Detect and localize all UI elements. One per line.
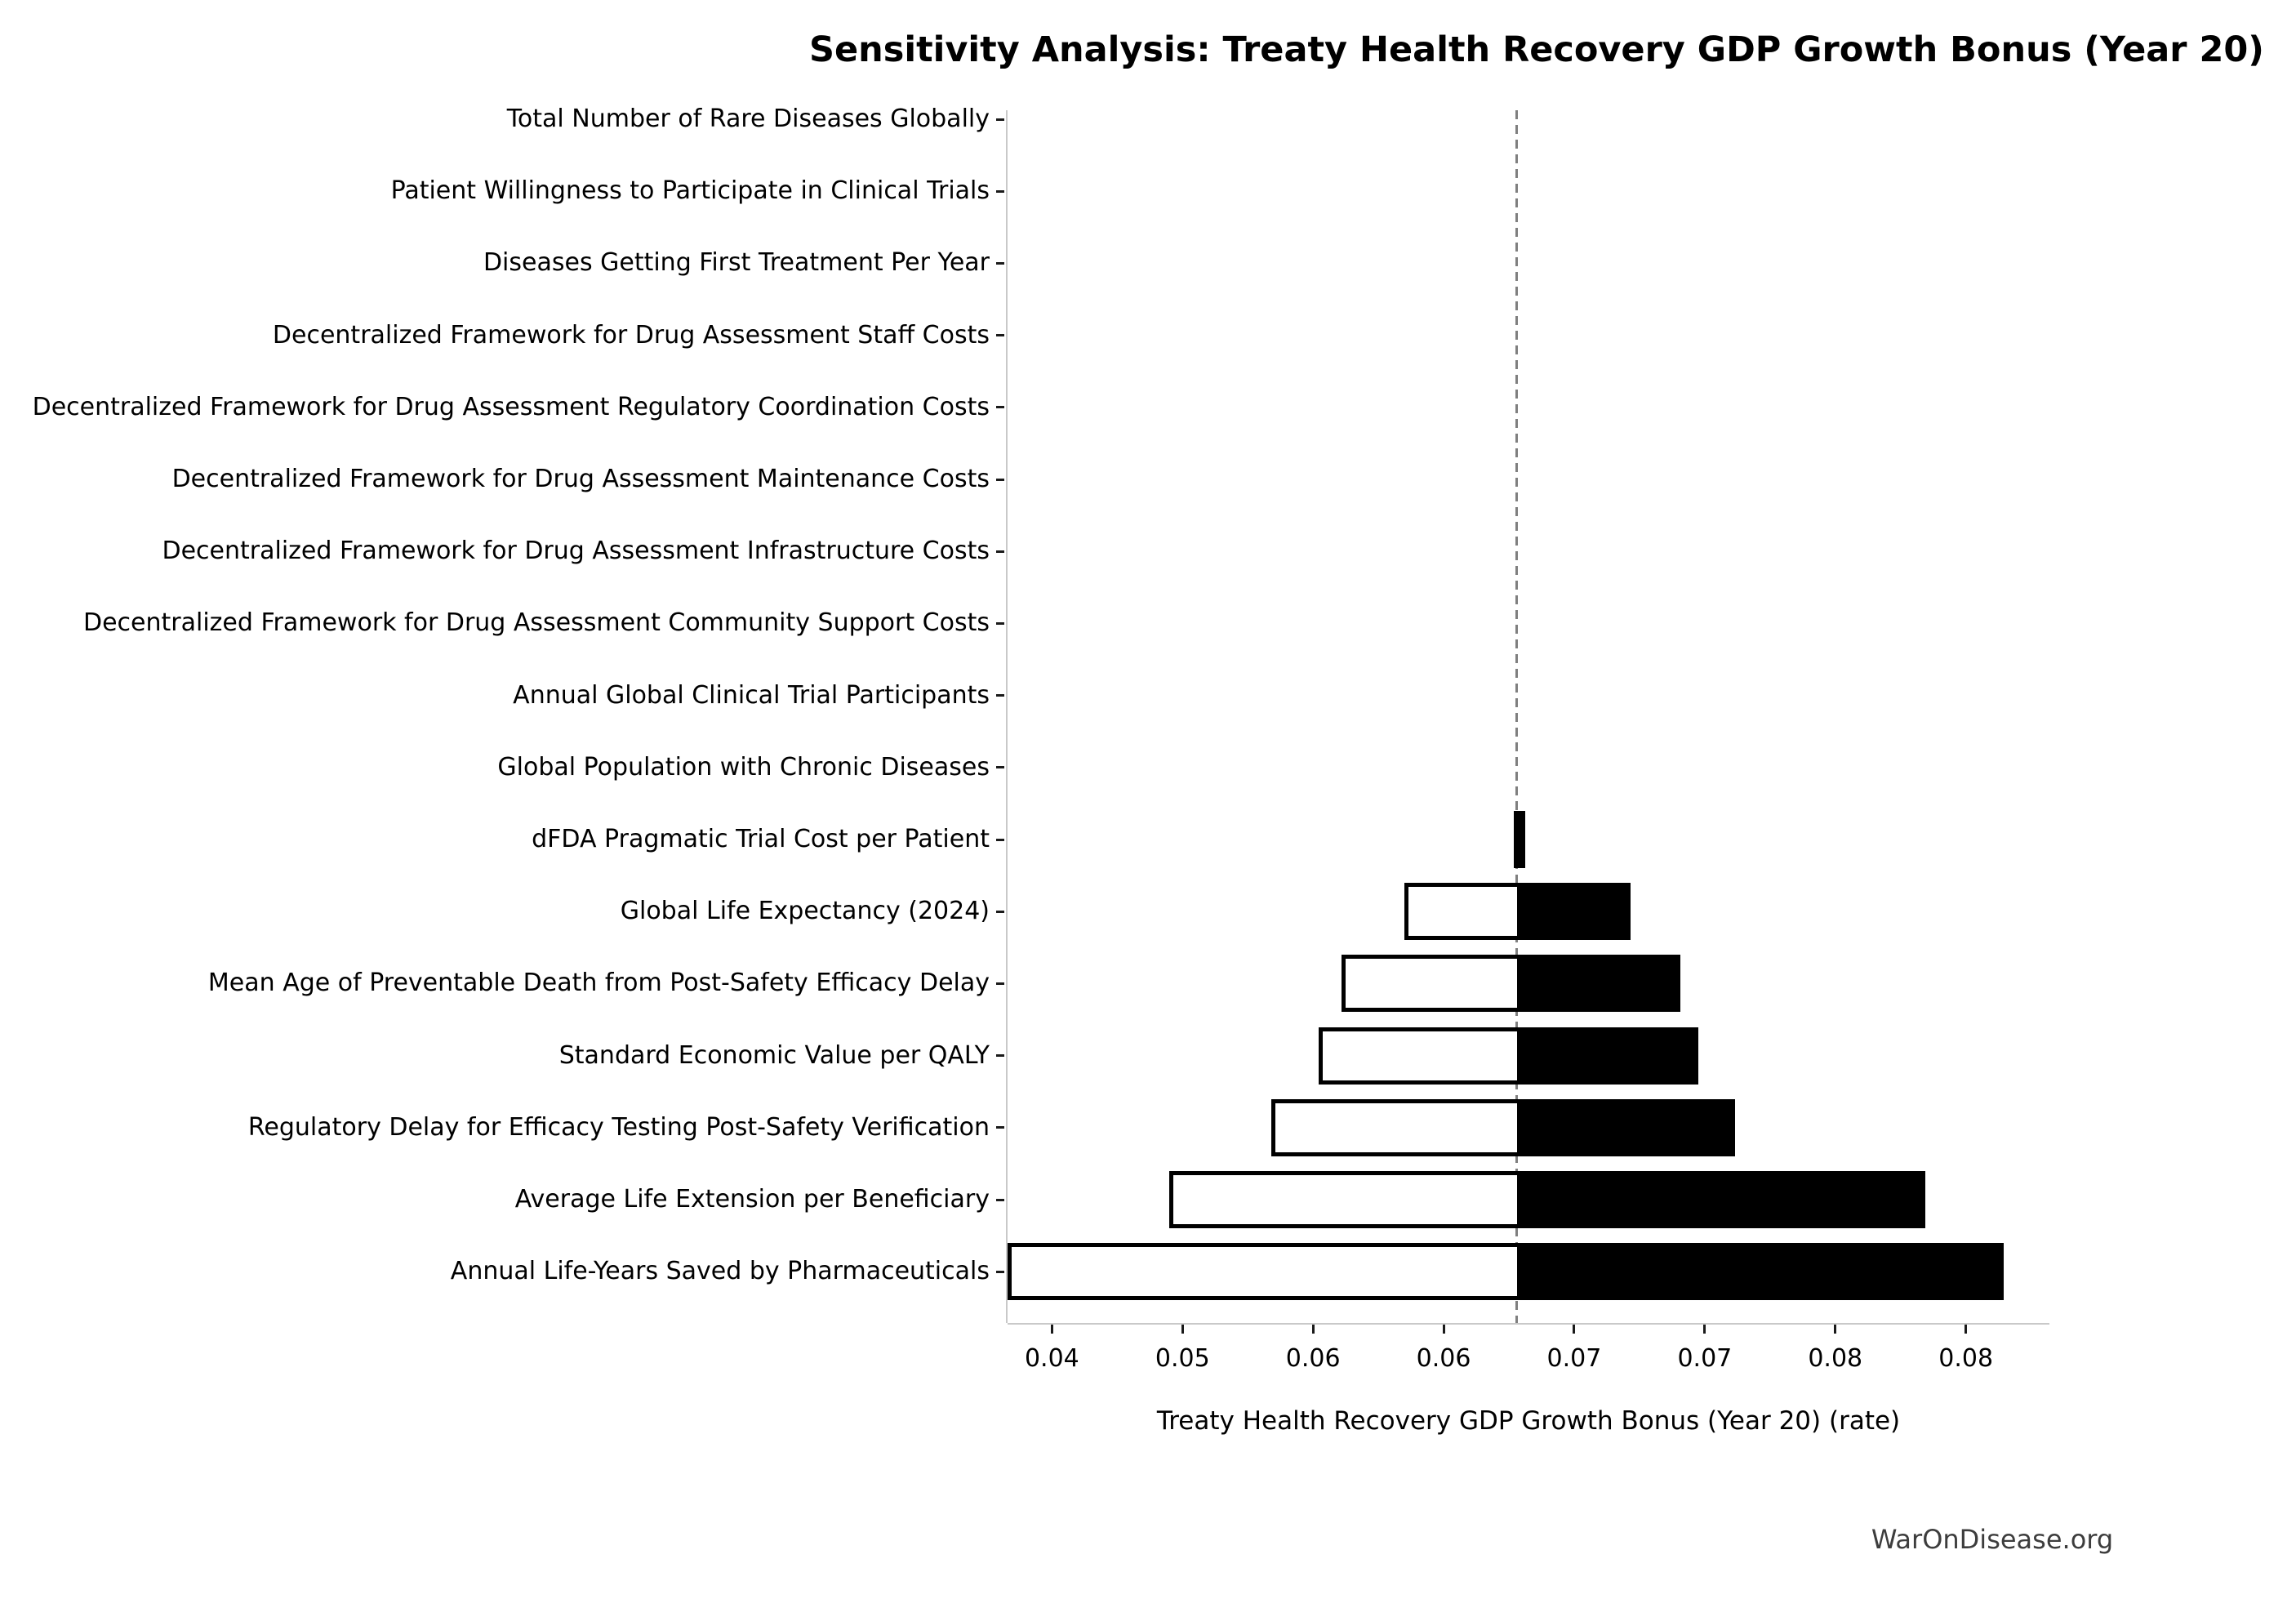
y-tick <box>996 1054 1004 1057</box>
y-axis-label: Diseases Getting First Treatment Per Year <box>483 248 990 278</box>
y-axis-label: Global Population with Chronic Diseases <box>497 752 990 782</box>
y-axis-label: Standard Economic Value per QALY <box>558 1040 990 1070</box>
y-tick <box>996 694 1004 697</box>
tornado-bar-high <box>1517 955 1680 1012</box>
y-axis-label: Decentralized Framework for Drug Assessment Regulatory Coordination Costs <box>32 392 990 421</box>
tornado-bar-high <box>1517 1171 1926 1228</box>
x-tick <box>1965 1325 1967 1334</box>
y-axis-label: Decentralized Framework for Drug Assessment Maintenance Costs <box>171 465 990 493</box>
tornado-bar <box>1319 1027 1695 1085</box>
y-axis-label: dFDA Pragmatic Trial Cost per Patient <box>532 825 990 853</box>
tornado-bar <box>1169 1171 1921 1228</box>
y-axis-label: Decentralized Framework for Drug Assessment Community Support Costs <box>83 608 990 638</box>
x-tick <box>1181 1325 1184 1334</box>
y-tick <box>996 839 1004 841</box>
x-tick-label: 0.06 <box>1416 1344 1471 1373</box>
x-tick <box>1051 1325 1053 1334</box>
tornado-bar-high <box>1517 1099 1735 1156</box>
y-axis-label: Patient Willingness to Participate in Clinical Trials <box>390 176 990 206</box>
y-axis-label: Global Life Expectancy (2024) <box>620 897 990 926</box>
y-tick <box>996 406 1004 408</box>
y-axis-label: Total Number of Rare Diseases Globally <box>506 105 990 133</box>
x-tick-label: 0.04 <box>1024 1344 1079 1373</box>
y-axis-label: Decentralized Framework for Drug Assessment Staff Costs <box>272 320 990 350</box>
y-tick <box>996 622 1004 625</box>
x-tick-label: 0.07 <box>1677 1344 1733 1373</box>
tornado-bar <box>1514 811 1522 868</box>
y-axis-label: Annual Life-Years Saved by Pharmaceuticals <box>450 1257 990 1286</box>
left-spine <box>1006 110 1008 1323</box>
tornado-bar <box>1404 883 1626 940</box>
y-tick <box>996 1199 1004 1201</box>
tornado-bar <box>1271 1099 1731 1156</box>
y-axis-label: Average Life Extension per Beneficiary <box>514 1185 990 1214</box>
x-tick-label: 0.08 <box>1938 1344 1994 1373</box>
y-tick <box>996 766 1004 768</box>
x-tick <box>1573 1325 1575 1334</box>
tornado-bar-high <box>1518 811 1524 868</box>
x-tick-label: 0.05 <box>1155 1344 1210 1373</box>
y-axis-label: Decentralized Framework for Drug Assessment Infrastructure Costs <box>162 537 990 566</box>
y-tick <box>996 1126 1004 1129</box>
x-tick <box>1312 1325 1315 1334</box>
y-tick <box>996 190 1004 193</box>
tornado-bar <box>1008 1243 2000 1300</box>
x-tick <box>1834 1325 1836 1334</box>
y-tick <box>996 550 1004 553</box>
y-axis-label: Regulatory Delay for Efficacy Testing Post-Safety Verification <box>247 1112 990 1142</box>
x-tick <box>1443 1325 1445 1334</box>
y-tick <box>996 911 1004 913</box>
bottom-spine <box>1008 1323 2049 1325</box>
tornado-bar-high <box>1517 1027 1698 1085</box>
x-tick-label: 0.07 <box>1546 1344 1602 1373</box>
y-tick <box>996 118 1004 121</box>
y-tick <box>996 334 1004 336</box>
x-axis-label: Treaty Health Recovery GDP Growth Bonus (Year 20) (rate) <box>1156 1406 1901 1436</box>
y-axis-label: Annual Global Clinical Trial Participants <box>513 680 990 710</box>
chart-title: Sensitivity Analysis: Treaty Health Recovery GDP Growth Bonus (Year 20) <box>809 29 2264 70</box>
y-tick <box>996 262 1004 265</box>
watermark: WarOnDisease.org <box>1871 1524 2114 1555</box>
x-tick-label: 0.08 <box>1808 1344 1863 1373</box>
tornado-bar-high <box>1517 1243 2005 1300</box>
y-tick <box>996 1271 1004 1273</box>
tornado-bar <box>1342 955 1675 1012</box>
tornado-bar-high <box>1517 883 1631 940</box>
x-tick-label: 0.06 <box>1285 1344 1341 1373</box>
y-tick <box>996 982 1004 985</box>
x-tick <box>1703 1325 1706 1334</box>
y-axis-label: Mean Age of Preventable Death from Post-Safety Efficacy Delay <box>207 969 990 998</box>
y-tick <box>996 479 1004 481</box>
